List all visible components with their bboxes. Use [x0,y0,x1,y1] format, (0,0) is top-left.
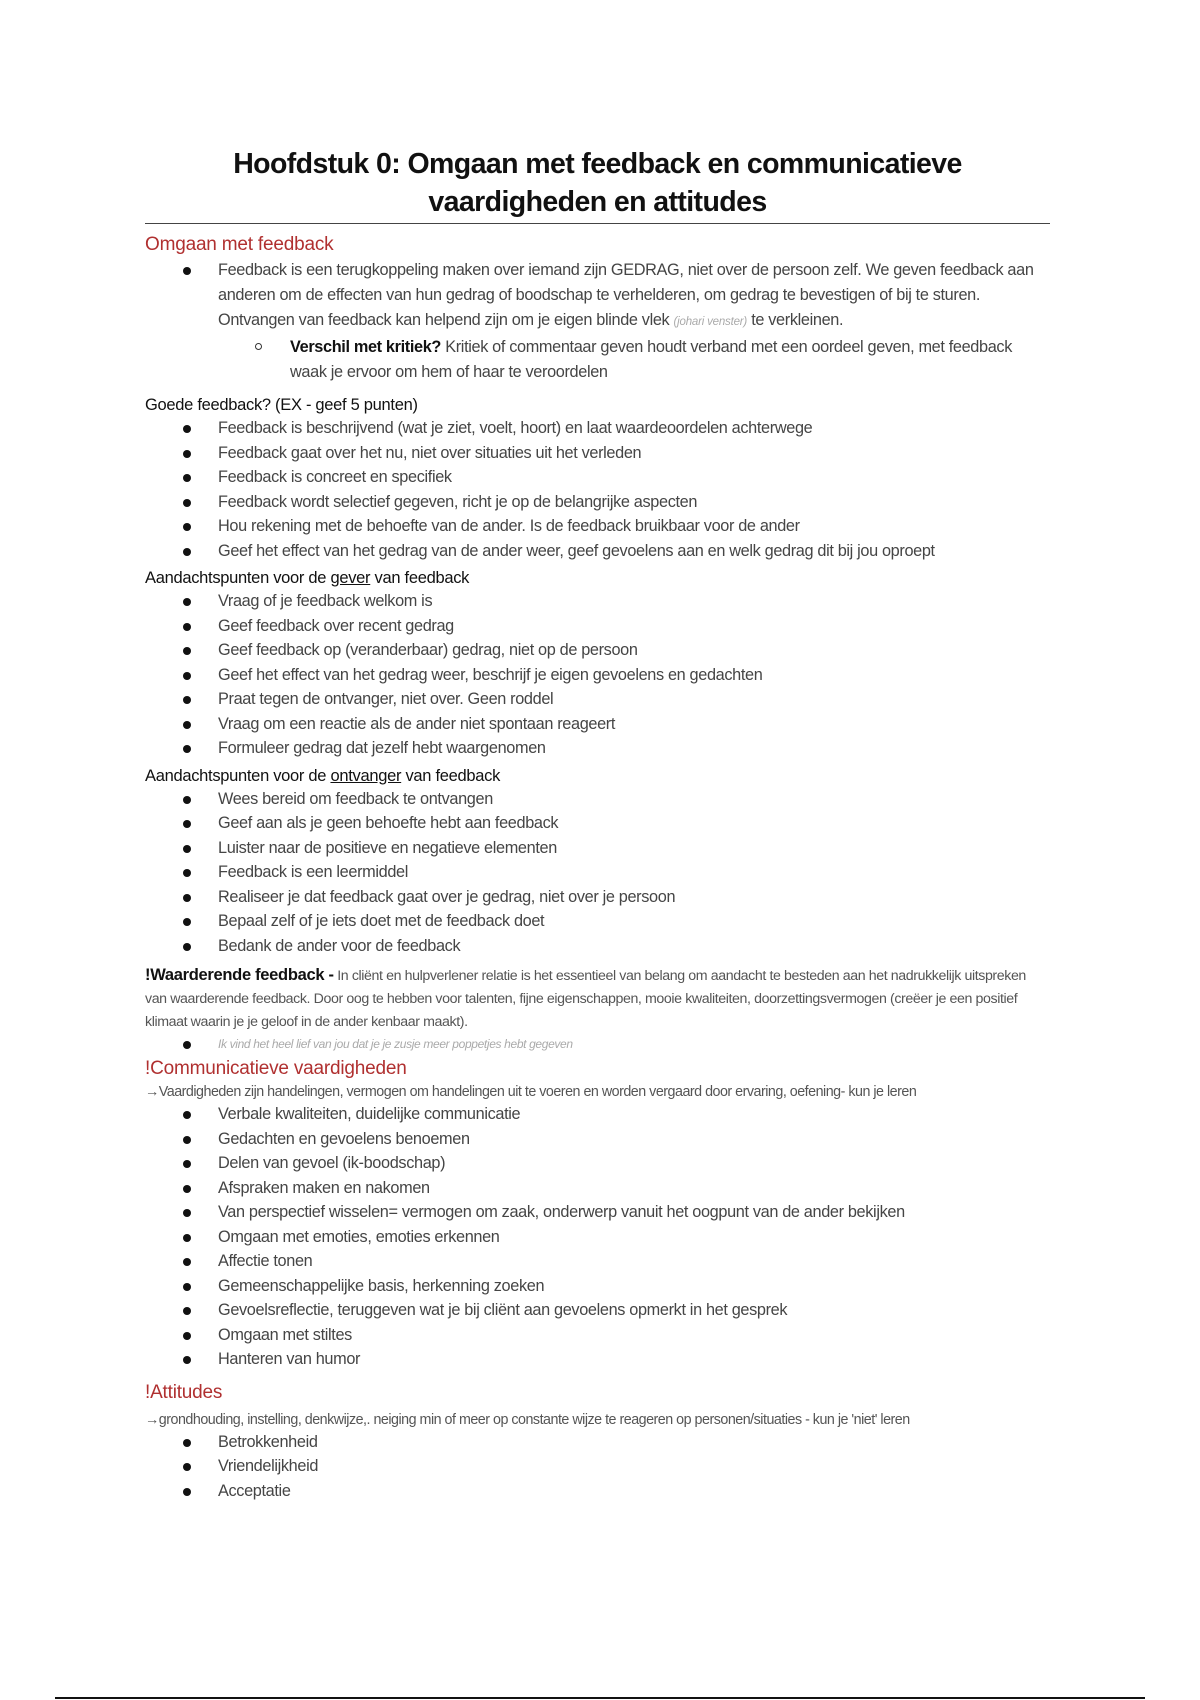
heading-communicatieve-vaardigheden: !Communicatieve vaardigheden [145,1058,407,1079]
vaardigheden-definition: →Vaardigheden zijn handelingen, vermogen om handelingen uit te voeren en worden vergaard door ervaring, oefening- kun je leren [145,1084,917,1100]
attitudes-list [145,1430,1050,1504]
omgaan-paragraph-end: te verkleinen. [751,311,844,329]
heading-omgaan-met-feedback: Omgaan met feedback [145,234,334,255]
list-item: Wees bereid om feedback te ontvangen [145,787,1050,812]
list-item: Afspraken maken en nakomen [145,1176,1050,1201]
list-item: Betrokkenheid [145,1430,1050,1455]
heading-ontvanger-underlined: ontvanger [330,766,402,785]
list-item: Feedback wordt selectief gegeven, richt je op de belangrijke aspecten [145,490,1050,515]
heading-attitudes: !Attitudes [145,1381,223,1403]
list-item: Feedback is beschrijvend (wat je ziet, voelt, hoort) en laat waardeoordelen achterwege [145,416,1050,441]
omgaan-paragraph: Feedback is een terugkoppeling maken over iemand zijn GEDRAG, niet over de persoon zelf. We geven feedback aan anderen om de effecten van hun gedrag of boodschap te verhelderen, om gedrag te bevestigen of bij te sturen. Ontvangen van feedback kan helpend zijn om je eigen blinde vlek [218,261,1034,329]
list-item: Realiseer je dat feedback gaat over je gedrag, niet over je persoon [145,885,1050,910]
page-title: Hoofdstuk 0: Omgaan met feedback en communicatieve vaardigheden en attitudes [145,145,1050,224]
waarderende-text: In cliënt en hulpverlener relatie is het essentieel van belang om aandacht te besteden aan het nadrukkelijk uitspreken van waarderende feedback. Door oog te hebben voor talenten, fijne eigenschappen, mooie kwaliteiten, doorzettingsvermogen (creëer je een positief klimaat waarin je je geloof in de ander kenbaar maakt). [145,968,1026,1030]
list-item: Geef aan als je geen behoefte hebt aan feedback [145,811,1050,836]
heading-gever-post: van feedback [374,569,470,587]
list-item: Feedback is concreet en specifiek [145,465,1050,490]
heading-ontvanger-pre: Aandachtspunten voor de [145,766,327,785]
list-item: Gedachten en gevoelens benoemen [145,1127,1050,1152]
list-item: Delen van gevoel (ik-boodschap) [145,1151,1050,1176]
list-item: Vriendelijkheid [145,1454,1050,1479]
kritiek-sublist [145,335,1050,384]
list-item: Van perspectief wisselen= vermogen om zaak, onderwerp vanuit het oogpunt van de ander bekijken [145,1200,1050,1225]
document-page [145,145,1050,1503]
heading-goede-feedback: Goede feedback? (EX - geef 5 punten) [145,396,418,414]
list-item: Praat tegen de ontvanger, niet over. Geen roddel [145,687,1050,712]
list-item [145,335,1050,384]
list-item [145,258,1050,335]
heading-gever [145,567,1050,589]
list-item: Feedback gaat over het nu, niet over situaties uit het verleden [145,441,1050,466]
waarderende-feedback-paragraph [145,964,1050,1034]
ontvanger-list [145,787,1050,959]
heading-ontvanger [145,765,1050,787]
heading-ontvanger-post: van feedback [405,766,501,785]
heading-gever-pre: Aandachtspunten voor de [145,569,327,587]
list-item: Geef feedback over recent gedrag [145,614,1050,639]
gever-list [145,589,1050,761]
list-item: Affectie tonen [145,1249,1050,1274]
list-item: Luister naar de positieve en negatieve elementen [145,836,1050,861]
list-item: Vraag om een reactie als de ander niet spontaan reageert [145,712,1050,737]
list-item: Omgaan met emoties, emoties erkennen [145,1225,1050,1250]
waarderende-label: !Waarderende feedback - [145,966,334,984]
list-item: Verbale kwaliteiten, duidelijke communicatie [145,1102,1050,1127]
list-item: Geef feedback op (veranderbaar) gedrag, niet op de persoon [145,638,1050,663]
kritiek-label: Verschil met kritiek? [290,338,442,356]
list-item: Geef het effect van het gedrag van de ander weer, geef gevoelens aan en welk gedrag dit bij jou oproept [145,539,1050,564]
attitudes-definition: →grondhouding, instelling, denkwijze,. neiging min of meer op constante wijze te reageren op personen/situaties - kun je 'niet' leren [145,1411,910,1428]
list-item: Hanteren van humor [145,1347,1050,1372]
list-item: Geef het effect van het gedrag weer, beschrijf je eigen gevoelens en gedachten [145,663,1050,688]
goede-list [145,416,1050,563]
heading-gever-underlined: gever [330,569,371,587]
list-item: Vraag of je feedback welkom is [145,589,1050,614]
omgaan-list [145,258,1050,335]
vaardigheden-list [145,1102,1050,1372]
list-item: Formuleer gedrag dat jezelf hebt waargenomen [145,736,1050,761]
list-item: Omgaan met stiltes [145,1323,1050,1348]
list-item: Hou rekening met de behoefte van de ander. Is de feedback bruikbaar voor de ander [145,514,1050,539]
page-bottom-divider [55,1697,1145,1699]
list-item: Feedback is een leermiddel [145,860,1050,885]
waarderende-example-list [145,1034,1050,1054]
list-item: Ik vind het heel lief van jou dat je je zusje meer poppetjes hebt gegeven [145,1034,1050,1054]
kritiek-text: Kritiek of commentaar geven houdt verband met een oordeel geven, met feedback waak je ervoor om hem of haar te veroordelen [290,338,1012,381]
johari-note: (johari venster) [673,316,748,328]
list-item: Bepaal zelf of je iets doet met de feedback doet [145,909,1050,934]
list-item: Bedank de ander voor de feedback [145,934,1050,959]
list-item: Gemeenschappelijke basis, herkenning zoeken [145,1274,1050,1299]
list-item: Gevoelsreflectie, teruggeven wat je bij cliënt aan gevoelens opmerkt in het gesprek [145,1298,1050,1323]
list-item: Acceptatie [145,1479,1050,1504]
